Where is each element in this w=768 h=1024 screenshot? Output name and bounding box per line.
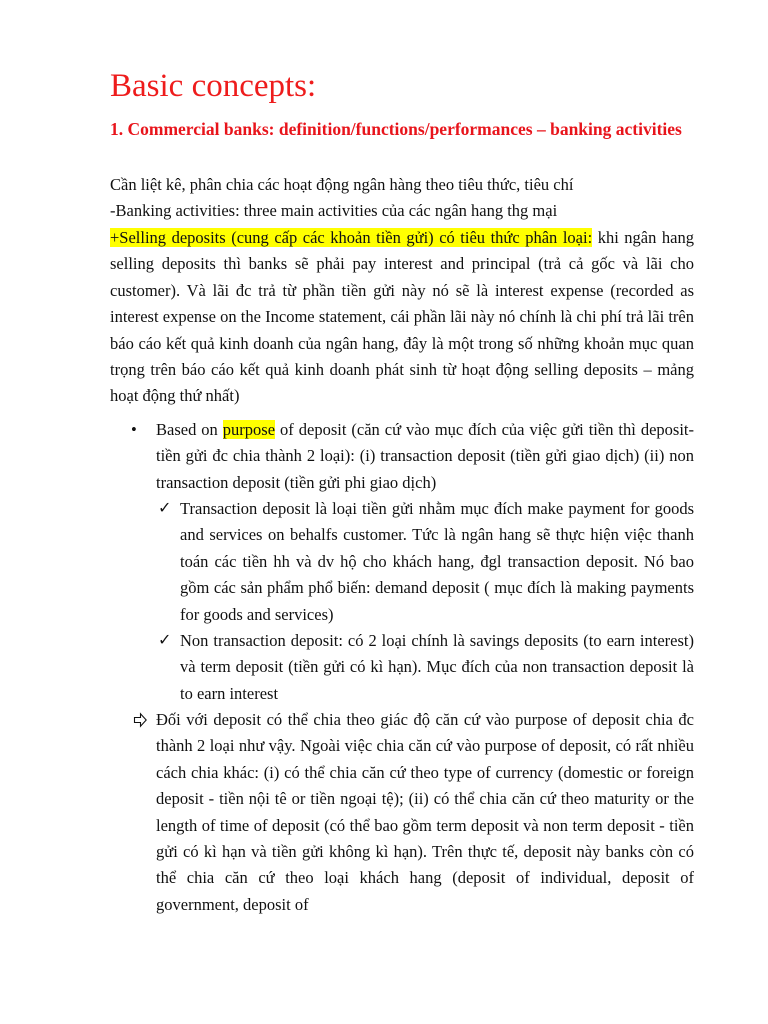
arrow-right-outline-icon (133, 707, 148, 742)
check-item-non-transaction-deposit: Non transaction deposit: có 2 loại chính là savings deposits (to earn interest) và term deposit (tiền gửi có kì hạn). Mục đích của non transaction deposit là to earn interest (180, 631, 694, 703)
check-item-transaction-deposit: Transaction deposit là loại tiền gửi nhằm mục đích make payment for goods and services on behalfs customer. Tức là ngân hang sẽ thực hiện việc thanh toán các tiền hh và dv hộ cho khách hang, đgl transaction deposit. Nó bao gồm các sản phẩm phổ biến: demand deposit ( mục đích là making payments for goods and services) (180, 499, 694, 624)
checkmark-icon: ✓ (158, 632, 172, 649)
intro-line-1: Cần liệt kê, phân chia các hoạt động ngân hàng theo tiêu thức, tiêu chí (110, 175, 574, 194)
bullet-text-pre: Based on (156, 420, 223, 439)
section-heading: 1. Commercial banks: definition/functions/performances – banking activities (110, 119, 682, 139)
highlighted-text: +Selling deposits (cung cấp các khoản tiền gửi) có tiêu thức phân loại: (110, 228, 593, 247)
intro-line-2: -Banking activities: three main activities của các ngân hang thg mại (110, 201, 558, 220)
checkmark-icon: ✓ (158, 500, 172, 517)
arrow-item-other-classifications: Đối với deposit có thể chia theo giác độ căn cứ vào purpose of deposit chia đc thành 2 loại như vậy. Ngoài việc chia căn cứ vào purpose of deposit, có rất nhiều cách chia khác: (i) có thể chia căn cứ theo type of currency (domestic or foreign deposit - tiền nội tê or tiền ngoại tệ); (ii) có thể chia căn cứ theo maturity or the length of time of deposit (có thể bao gồm term deposit và non term deposit - tiền gửi có kì hạn và tiền gửi không kì hạn). Trên thực tế, deposit này banks còn có thể chia căn cứ theo loại khách hang (deposit of individual, deposit of government, deposit of (156, 710, 694, 914)
highlighted-word: purpose (222, 420, 276, 439)
page-title: Basic concepts: (110, 68, 317, 104)
bullet-text-post: of deposit (căn cứ vào mục đích của việc gửi tiền thì deposit-tiền gửi đc chia thành 2 loại): (i) transaction deposit (tiền gửi giao dịch) (ii) non transaction deposit (tiền gửi phi giao dịch) (156, 420, 694, 492)
bullet-item-purpose (156, 417, 694, 496)
paragraph-text: khi ngân hang selling deposits thì banks sẽ phải pay interest and principal (trả cả gốc và lãi cho customer). Và lãi đc trả từ phần tiền gửi này nó sẽ là interest expense (recorded as interest expense on the Income statement, cái phần lãi này nó chính là chi phí trả lãi trên báo cáo kết quả kinh doanh của ngân hang, đây là một trong số những khoản mục quan trọng trên báo cáo kết quả kinh doanh phát sinh từ hoạt động selling deposits – mảng hoạt động thứ nhất) (110, 228, 694, 406)
bullet-icon: • (131, 420, 137, 439)
selling-deposits-paragraph (110, 225, 694, 410)
